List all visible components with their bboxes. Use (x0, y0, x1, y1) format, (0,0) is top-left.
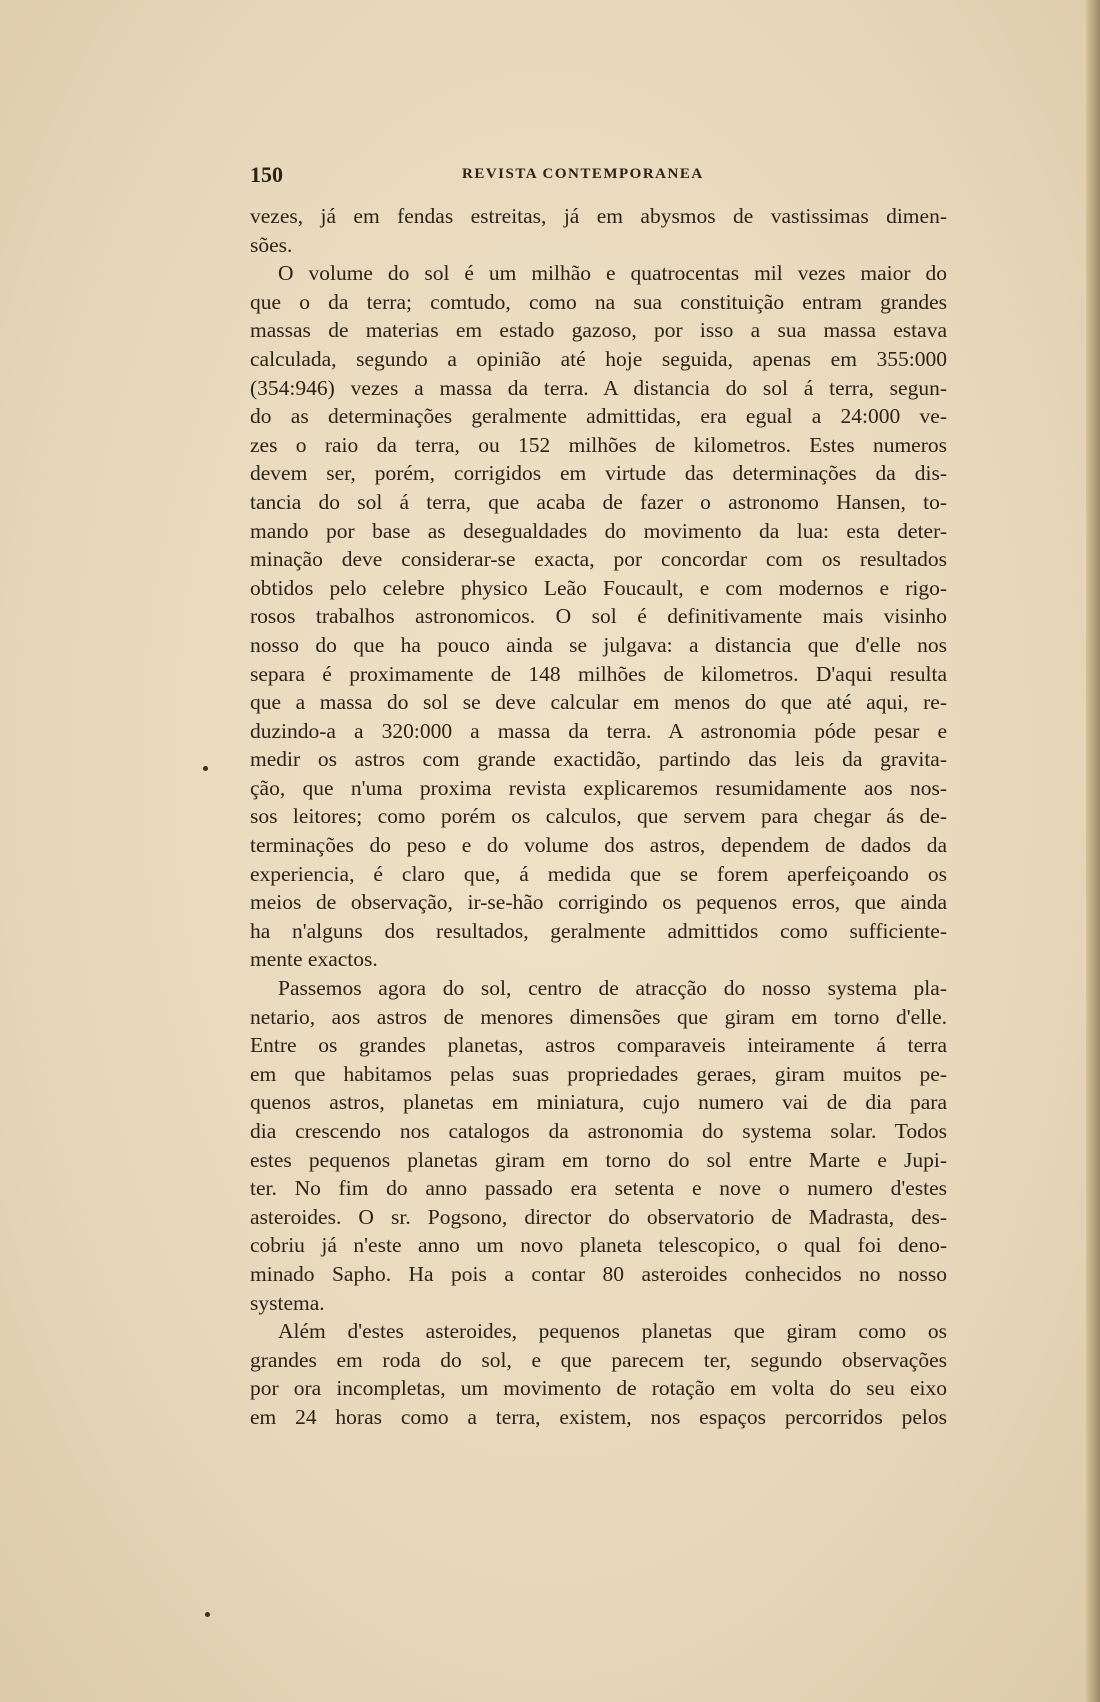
text-line: obtidos pelo celebre physico Leão Foucault, e com modernos e rigo- (250, 575, 947, 600)
text-line: sões. (250, 232, 293, 257)
text-line: asteroides. O sr. Pogsono, director do observatorio de Madrasta, des- (250, 1204, 947, 1229)
text-line: minação deve considerar-se exacta, por concordar com os resultados (250, 547, 947, 572)
text-line: tancia do sol á terra, que acaba de fazer o astronomo Hansen, to- (250, 489, 947, 514)
page-number: 150 (250, 162, 283, 187)
text-line: Além d'estes asteroides, pequenos planetas que giram como os (278, 1319, 947, 1344)
text-line: systema. (250, 1290, 325, 1315)
text-line: devem ser, porém, corrigidos em virtude das determinações da dis- (250, 461, 947, 486)
text-line: do as determinações geralmente admittidas, era egual a 24:000 ve- (250, 404, 947, 429)
text-line: vezes, já em fendas estreitas, já em abysmos de vastissimas dimen- (250, 204, 947, 228)
text-line: cobriu já n'este anno um novo planeta telescopico, o qual foi deno- (250, 1233, 947, 1258)
text-line: dia crescendo nos catalogos da astronomia do systema solar. Todos (250, 1119, 947, 1143)
body-text (250, 202, 947, 1432)
text-line: calculada, segundo a opinião até hoje seguida, apenas em 355:000 (250, 346, 947, 371)
page-edge (1086, 0, 1100, 1702)
text-line: separa é proximamente de 148 milhões de kilometros. D'aqui resulta (250, 661, 947, 686)
text-line: duzindo-a a 320:000 a massa da terra. A astronomia póde pesar e (250, 718, 947, 743)
text-line: que o da terra; comtudo, como na sua constituição entram grandes (250, 289, 947, 314)
text-line: meios de observação, ir-se-hão corrigindo os pequenos erros, que ainda (250, 890, 947, 915)
running-head: REVISTA CONTEMPORANEA (462, 166, 704, 182)
specks (205, 1612, 210, 1617)
text-line: ter. No fim do anno passado era setenta e nove o numero d'estes (250, 1176, 947, 1201)
text-line: por ora incompletas, um movimento de rotação em volta do seu eixo (250, 1376, 947, 1401)
text-line: Passemos agora do sol, centro de atracção do nosso systema pla- (278, 976, 947, 1001)
page-header (250, 162, 947, 186)
text-line: ção, que n'uma proxima revista explicaremos resumidamente aos nos- (250, 775, 947, 800)
text-line: mando por base as desegualdades do movimento da lua: esta deter- (250, 518, 947, 543)
text-line: zes o raio da terra, ou 152 milhões de kilometros. Estes numeros (250, 432, 947, 457)
text-line: quenos astros, planetas em miniatura, cujo numero vai de dia para (250, 1090, 947, 1115)
text-line: estes pequenos planetas giram em torno do sol entre Marte e Jupi- (250, 1147, 947, 1172)
text-line: em 24 horas como a terra, existem, nos espaços percorridos pelos (250, 1404, 947, 1429)
text-line: mente exactos. (250, 947, 378, 972)
text-line: nosso do que ha pouco ainda se julgava: a distancia que d'elle nos (250, 632, 947, 657)
text-line: grandes em roda do sol, e que parecem ter, segundo observações (250, 1347, 947, 1372)
text-line: terminações do peso e do volume dos astros, dependem de dados da (250, 833, 947, 858)
text-line: (354:946) vezes a massa da terra. A distancia do sol á terra, segun- (250, 375, 947, 400)
text-line: ha n'alguns dos resultados, geralmente admittidos como sufficiente- (250, 918, 947, 943)
text-line: Entre os grandes planetas, astros comparaveis inteiramente á terra (250, 1033, 947, 1058)
text-line: minado Sapho. Ha pois a contar 80 asteroides conhecidos no nosso (250, 1261, 947, 1286)
text-line: O volume do sol é um milhão e quatrocentas mil vezes maior do (278, 261, 947, 286)
text-line: em que habitamos pelas suas propriedades geraes, giram muitos pe- (250, 1061, 947, 1086)
text-line: netario, aos astros de menores dimensões que giram em torno d'elle. (250, 1004, 947, 1029)
text-line: massas de materias em estado gazoso, por isso a sua massa estava (250, 318, 947, 343)
specks (203, 766, 208, 771)
text-line: experiencia, é claro que, á medida que se forem aperfeiçoando os (250, 861, 947, 886)
text-line: medir os astros com grande exactidão, partindo das leis da gravita- (250, 747, 947, 772)
text-line: que a massa do sol se deve calcular em menos do que até aqui, re- (250, 690, 947, 715)
text-line: rosos trabalhos astronomicos. O sol é definitivamente mais visinho (250, 604, 947, 629)
text-line: sos leitores; como porém os calculos, que servem para chegar ás de- (250, 804, 947, 829)
